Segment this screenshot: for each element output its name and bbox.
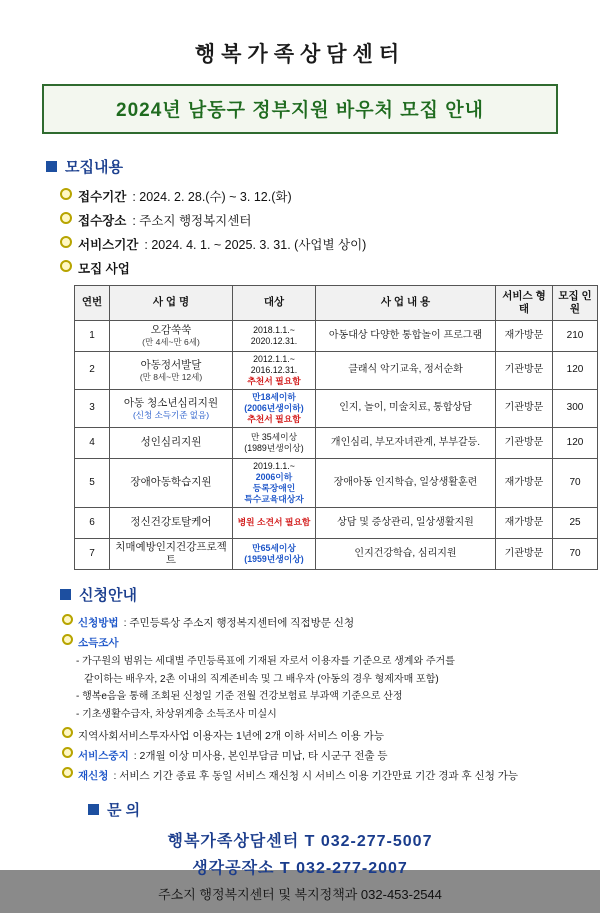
table-row: [75, 507, 598, 538]
cell-count: 210: [553, 321, 598, 352]
table-row: [75, 458, 598, 507]
cell-type: 재가방문: [496, 321, 553, 352]
item-value: 지역사회서비스투자사업 이용자는 1년에 2개 이하 서비스 이용 가능: [78, 730, 384, 743]
income-line: - 기초생활수급자, 차상위계층 소득조사 미실시: [76, 708, 277, 720]
item-label: 서비스기간: [78, 238, 139, 252]
th-content: 사 업 내 용: [316, 286, 496, 321]
item-label: 접수장소: [78, 214, 127, 228]
cell-type: 기관방문: [496, 389, 553, 427]
contact-center-phone: 행복가족상담센터 T 032-277-5007: [167, 833, 433, 851]
cell-name-sub: (만 8세~만 12세): [139, 371, 203, 382]
item-value: : 2개월 이상 미사용, 본인부담금 미납, 타 시군구 전출 등: [133, 750, 388, 763]
list-item: [62, 635, 568, 650]
cell-type: 기관방문: [496, 538, 553, 569]
income-line: - 가구원의 범위는 세대별 주민등록표에 기재된 자로서 이용자를 기준으로 생계와 주거를: [76, 656, 455, 668]
cell-target: 2018.1.1.~ 2020.12.31.: [233, 321, 316, 352]
table-row: [75, 427, 598, 458]
cell-no: 3: [75, 389, 110, 427]
item-value: : 2024. 4. 1. ~ 2025. 3. 31. (사업별 상이): [144, 238, 367, 252]
cell-no: 4: [75, 427, 110, 458]
table-row: [75, 352, 598, 390]
circle-bullet-icon: [62, 634, 73, 645]
cell-target: 만18세이하 (2006년생이하) 추천서 필요함: [233, 389, 316, 427]
cell-name: [110, 352, 233, 390]
circle-bullet-icon: [60, 188, 72, 200]
cell-type: 재가방문: [496, 507, 553, 538]
table-row: [75, 538, 598, 569]
section-heading-apply: [60, 584, 568, 605]
income-line: - 행복e음을 통해 조회된 신청일 기준 전월 건강보험료 부과액 기준으로 산정: [76, 691, 403, 703]
item-label: 모집 사업: [78, 262, 130, 276]
cell-no: 1: [75, 321, 110, 352]
item-value: : 주소지 행정복지센터: [132, 214, 252, 228]
banner: [42, 84, 558, 134]
cell-name: [110, 389, 233, 427]
cell-name-sub: (신청 소득기준 없음): [132, 409, 210, 420]
circle-bullet-icon: [62, 747, 73, 758]
cell-name-main: 성인심리지원: [140, 436, 202, 449]
cell-type: 기관방문: [496, 352, 553, 390]
square-bullet-icon: [88, 804, 99, 815]
circle-bullet-icon: [62, 767, 73, 778]
cell-content: 개인심리, 부모자녀관계, 부부갈등.: [316, 427, 496, 458]
cell-count: 120: [553, 427, 598, 458]
cell-no: 2: [75, 352, 110, 390]
section-heading-recruit: [46, 156, 568, 177]
circle-bullet-icon: [62, 614, 73, 625]
item-label: 신청방법: [78, 617, 119, 630]
th-target: 대상: [233, 286, 316, 321]
cell-target-note: 추천서 필요함: [247, 375, 301, 386]
cell-count: 70: [553, 458, 598, 507]
cell-content: 인지건강학습, 심리지원: [316, 538, 496, 569]
square-bullet-icon: [60, 589, 71, 600]
banner-text: 2024년 남동구 정부지원 바우처 모집 안내: [116, 100, 484, 121]
list-item: [60, 259, 568, 277]
cell-name-main: 아동정서발달: [140, 358, 202, 371]
cell-target: 만65세이상 (1959년생이상): [233, 538, 316, 569]
cell-target: 2019.1.1.~ 2006이하 등록장애인 특수교육대상자: [233, 458, 316, 507]
cell-no: 6: [75, 507, 110, 538]
table-header-row: [75, 286, 598, 321]
cell-content: 상담 및 증상관리, 일상생활지원: [316, 507, 496, 538]
circle-bullet-icon: [60, 236, 72, 248]
recruit-table: [74, 285, 598, 570]
item-value: : 주민등록상 주소지 행정복지센터에 직접방문 신청: [123, 617, 355, 630]
table-row: [75, 321, 598, 352]
cell-name-main: 장애아동학습지원: [130, 476, 212, 489]
cell-target-note: 병원 소견서 필요함: [237, 517, 311, 528]
cell-name-main: 오감쑥쑥: [150, 324, 192, 337]
list-item: [62, 615, 568, 630]
circle-bullet-icon: [60, 260, 72, 272]
cell-name: [110, 507, 233, 538]
cell-target-note: 추천서 필요함: [247, 413, 301, 424]
contact-workshop-phone: 생각공작소 T 032-277-2007: [192, 860, 408, 878]
cell-name: [110, 538, 233, 569]
list-item: [62, 728, 568, 743]
cell-name-main: 정신건강토탈케어: [130, 516, 212, 529]
cell-no: 7: [75, 538, 110, 569]
cell-target: 만 35세이상 (1989년생이상): [233, 427, 316, 458]
square-bullet-icon: [46, 161, 57, 172]
item-label: 접수기간: [78, 190, 127, 204]
circle-bullet-icon: [62, 727, 73, 738]
section-title-recruit: 모집내용: [65, 159, 123, 176]
cell-no: 5: [75, 458, 110, 507]
section-heading-inquiry: [88, 799, 568, 820]
contact-office-phone: 주소지 행정복지센터 및 복지정책과 032-453-2544: [158, 887, 442, 903]
section-title-apply: 신청안내: [79, 587, 137, 605]
item-label: 재신청: [78, 770, 109, 783]
list-item: [62, 768, 568, 783]
item-value: : 2024. 2. 28.(수) ~ 3. 12.(화): [132, 190, 292, 204]
cell-content: 아동대상 다양한 통합놀이 프로그램: [316, 321, 496, 352]
cell-count: 70: [553, 538, 598, 569]
list-item: [60, 235, 568, 253]
cell-content: 장애아동 인지학습, 일상생활훈련: [316, 458, 496, 507]
cell-target: [233, 507, 316, 538]
list-item: [60, 211, 568, 229]
cell-target: 2012.1.1.~ 2016.12.31. 추천서 필요함: [233, 352, 316, 390]
th-count: 모집 인원: [553, 286, 598, 321]
list-item: [62, 748, 568, 763]
cell-content: 클래식 악기교육, 정서순화: [316, 352, 496, 390]
cell-count: 300: [553, 389, 598, 427]
table-row: [75, 389, 598, 427]
th-no: 연번: [75, 286, 110, 321]
income-line: 같이하는 배우자, 2촌 이내의 직계존비속 및 그 배우자 (아동의 경우 형제자매 포함): [84, 673, 439, 685]
cell-content: 인지, 놀이, 미술치료, 통합상담: [316, 389, 496, 427]
cell-name: [110, 321, 233, 352]
cell-name-sub: (만 4세~만 6세): [142, 337, 200, 348]
circle-bullet-icon: [60, 212, 72, 224]
th-type: 서비스 형태: [496, 286, 553, 321]
cell-name: [110, 458, 233, 507]
cell-type: 재가방문: [496, 458, 553, 507]
cell-count: 120: [553, 352, 598, 390]
section-title-inquiry: 문 의: [107, 802, 141, 820]
cell-name-main: 아동 청소년심리지원: [123, 396, 219, 409]
cell-name: [110, 427, 233, 458]
cell-type: 기관방문: [496, 427, 553, 458]
cell-name-main: 치매예방인지건강프로젝트: [115, 540, 227, 566]
page-title: 행복가족상담센터: [194, 43, 406, 66]
item-value: : 서비스 기간 종료 후 동일 서비스 재신청 시 서비스 이용 기간만료 기간 경과 후 신청 가능: [113, 770, 519, 783]
item-label: 소득조사: [78, 637, 119, 650]
list-item: [60, 187, 568, 205]
item-label: 서비스중지: [78, 750, 129, 763]
th-name: 사 업 명: [110, 286, 233, 321]
cell-count: 25: [553, 507, 598, 538]
